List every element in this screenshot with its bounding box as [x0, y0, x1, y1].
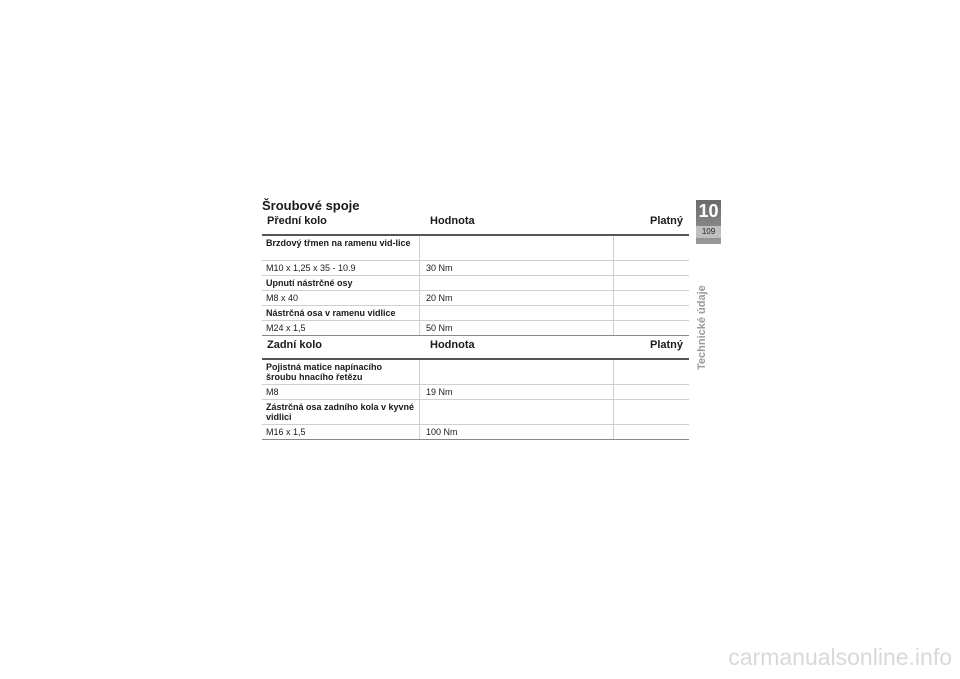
chapter-number: 10 — [698, 201, 719, 221]
empty-cell — [614, 236, 689, 260]
part-name: Zástrčná osa zadního kola v kyvné vidlici — [262, 400, 420, 424]
empty-cell — [614, 425, 689, 439]
empty-cell — [420, 360, 614, 384]
empty-cell — [420, 236, 614, 260]
table-row — [262, 261, 689, 276]
chapter-marker — [696, 200, 721, 244]
table-row — [262, 385, 689, 400]
empty-cell — [420, 400, 614, 424]
torque-value: 19 Nm — [420, 385, 614, 399]
part-name: Upnutí nástrčné osy — [262, 276, 420, 290]
table-row — [262, 306, 689, 321]
table-row — [262, 236, 689, 261]
chapter-label: Technické údaje — [696, 285, 708, 370]
part-spec: M8 — [262, 385, 420, 399]
page-title: Šroubové spoje — [262, 198, 360, 213]
empty-cell — [614, 276, 689, 290]
torque-value: 50 Nm — [420, 321, 614, 335]
front-wheel-table — [262, 208, 689, 336]
part-spec: M10 x 1,25 x 35 - 10.9 — [262, 261, 420, 275]
torque-value: 20 Nm — [420, 291, 614, 305]
empty-cell — [420, 306, 614, 320]
part-name: Nástrčná osa v ramenu vidlice — [262, 306, 420, 320]
torque-value: 100 Nm — [420, 425, 614, 439]
part-name: Brzdový třmen na ramenu vid-lice — [262, 236, 420, 260]
table-row — [262, 276, 689, 291]
table-row — [262, 291, 689, 306]
empty-cell — [614, 360, 689, 384]
header-value: Hodnota — [430, 215, 475, 227]
empty-cell — [614, 400, 689, 424]
part-spec: M24 x 1,5 — [262, 321, 420, 335]
header-valid: Platný — [649, 339, 683, 351]
empty-cell — [614, 261, 689, 275]
table-row — [262, 360, 689, 385]
empty-cell — [614, 306, 689, 320]
header-part: Zadní kolo — [267, 339, 322, 351]
empty-cell — [614, 385, 689, 399]
table-row — [262, 425, 689, 440]
torque-value: 30 Nm — [420, 261, 614, 275]
page-number: 109 — [696, 226, 721, 238]
table-header — [262, 208, 689, 236]
part-name: Pojistná matice napínacího šroubu hnacího řetězu — [262, 360, 420, 384]
watermark: carmanualsonline.info — [728, 644, 952, 670]
table-row — [262, 400, 689, 425]
part-spec: M8 x 40 — [262, 291, 420, 305]
header-part: Přední kolo — [267, 215, 327, 227]
part-spec: M16 x 1,5 — [262, 425, 420, 439]
header-valid: Platný — [649, 215, 683, 227]
empty-cell — [420, 276, 614, 290]
header-value: Hodnota — [430, 339, 475, 351]
rear-wheel-table — [262, 332, 689, 440]
empty-cell — [614, 291, 689, 305]
table-header — [262, 332, 689, 360]
